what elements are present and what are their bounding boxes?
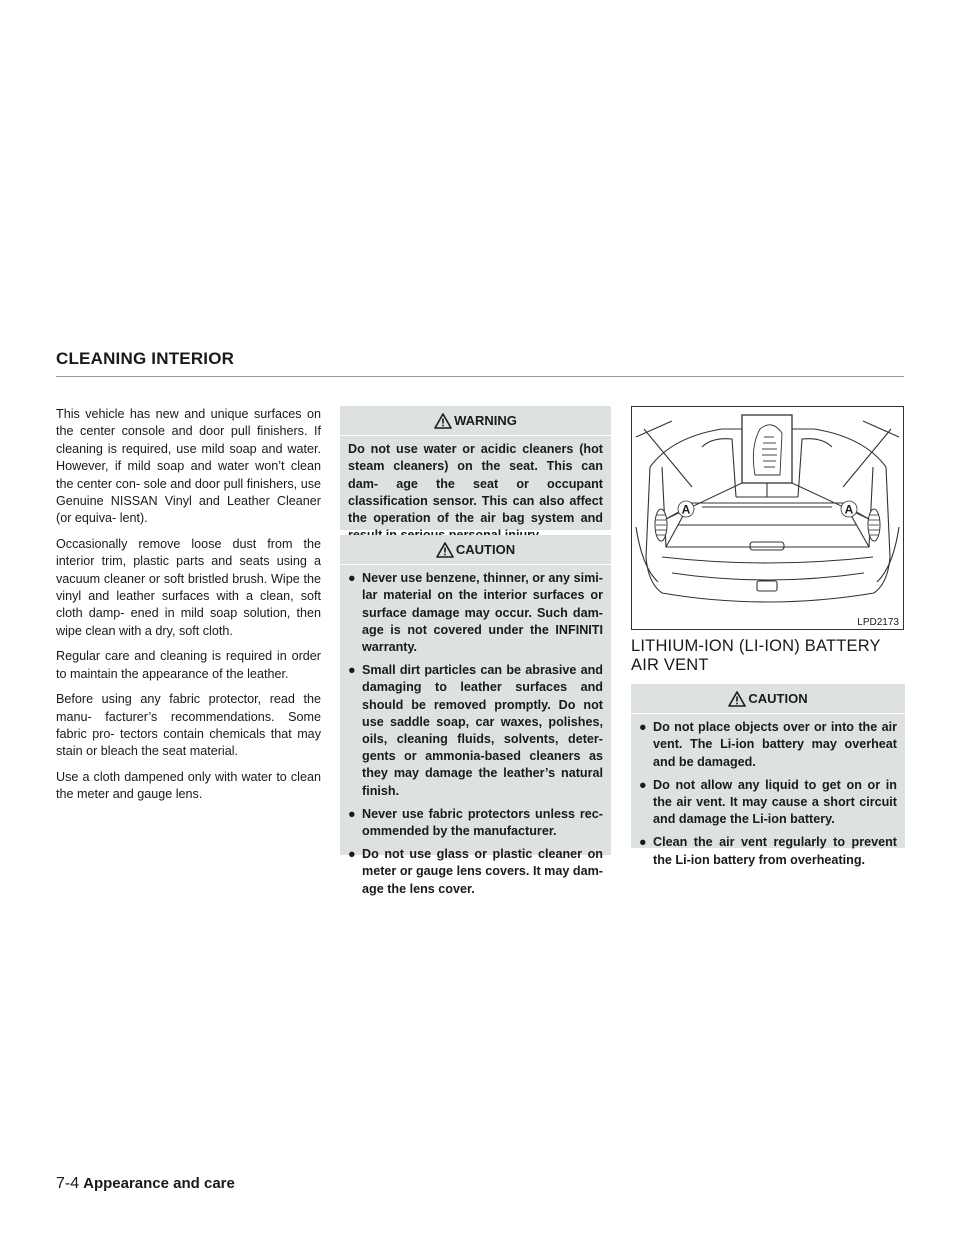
callout-label-a-right: A	[844, 502, 854, 517]
paragraph: Occasionally remove loose dust from the interior trim, plastic parts and seats using a vacuum cleaner or soft bristled brush. Wipe the vinyl and leather surfaces with a clean, soft cloth damp- ened in mild soap solution, then wipe clean with a dry, soft cloth.	[56, 536, 321, 638]
list-item: ● Clean the air vent regularly to prevent the Li-ion battery from overheating.	[639, 835, 897, 867]
paragraph: Use a cloth dampened only with water to clean the meter and gauge lens.	[56, 769, 321, 802]
caution-heading: CAUTION	[455, 542, 516, 557]
cargo-area-drawing	[632, 407, 903, 629]
callout-label-a-left: A	[681, 502, 691, 517]
figure-code: LPD2173	[857, 617, 899, 628]
bullet-icon: ●	[348, 847, 356, 862]
list-item: ● Do not use glass or plastic cleaner on meter or gauge lens covers. It may dam- age the lens cover.	[348, 847, 603, 896]
list-item: ● Do not place objects over or into the air vent. The Li-ion battery may overheat and be damaged.	[639, 720, 897, 769]
bullet-icon: ●	[348, 663, 356, 678]
caution-header	[340, 535, 611, 564]
bullet-icon: ●	[639, 835, 647, 850]
warning-heading: WARNING	[454, 413, 517, 428]
bullet-icon: ●	[639, 777, 647, 792]
page-footer	[56, 1175, 235, 1193]
battery-caution-list	[631, 714, 905, 869]
intro-text-column	[56, 406, 321, 812]
header-divider	[56, 376, 904, 377]
list-item: ● Never use benzene, thinner, or any simi- lar material on the interior surfaces or surface damage may occur. Such dam- age is not covered under the INFINITI warranty.	[348, 571, 603, 655]
footer-section-name: Appearance and care	[83, 1175, 235, 1192]
battery-vent-title: LITHIUM-ION (LI-ION) BATTERY AIR VENT	[631, 637, 881, 674]
caution-list	[340, 565, 611, 898]
caution-header	[631, 684, 905, 713]
paragraph: Before using any fabric protector, read the manu- facturer’s recommendations. Some fabric pro- tectors contain chemicals that may stain or bleach the seat material.	[56, 692, 321, 759]
caution-triangle-icon	[436, 542, 454, 558]
section-title: CLEANING INTERIOR	[56, 349, 235, 368]
paragraph: This vehicle has new and unique surfaces on the center console and door pull finishers. If cleaning is required, use mild soap and water. However, if mild soap and water won’t clean the center con- sole and door pull finishers, use Genuine NISSAN Vinyl and Leather Cleaner (or equiva- lent).	[56, 407, 321, 526]
bullet-icon: ●	[348, 571, 356, 586]
caution-heading: CAUTION	[748, 691, 808, 706]
warning-triangle-icon	[434, 413, 452, 429]
list-item: ● Never use fabric protectors unless rec- ommended by the manufacturer.	[348, 806, 603, 839]
cargo-area-illustration	[631, 406, 904, 630]
page-number: 7-4	[56, 1175, 80, 1192]
warning-header	[340, 406, 611, 435]
warning-text: Do not use water or acidic cleaners (hot steam cleaners) on the seat. This can dam- age the seat or occupant classification sensor. This can also affect the operation of the air bag system and	[348, 442, 603, 526]
warning-box	[340, 406, 611, 530]
caution-triangle-icon	[728, 691, 746, 707]
list-item: ● Do not allow any liquid to get on or in the air vent. It may cause a short circuit and damage the Li-ion battery.	[639, 777, 897, 827]
caution-box	[340, 535, 611, 896]
bullet-icon: ●	[639, 720, 647, 735]
paragraph: Regular care and cleaning is required in order to maintain the appearance of the leather.	[56, 649, 321, 681]
battery-caution-box	[631, 684, 905, 867]
list-item: ● Small dirt particles can be abrasive and damaging to leather surfaces and should be removed promptly. Do not use saddle soap, car waxes, polishes, oils, cleaning fluids, solvents, deter- gents or ammonia-based cleaners as they may damage the leather’s natural finish.	[348, 663, 603, 798]
bullet-icon: ●	[348, 806, 356, 821]
